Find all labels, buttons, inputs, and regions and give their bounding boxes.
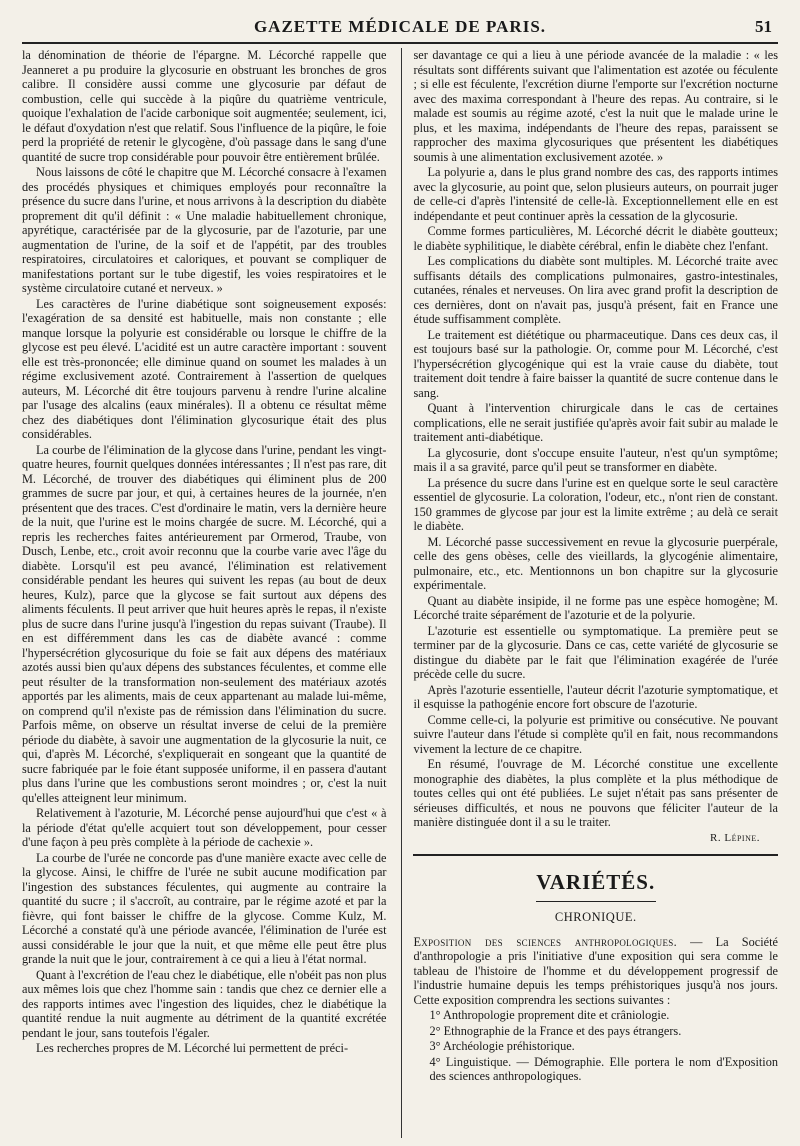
right-column [407, 48, 778, 1138]
paragraph: Relativement à l'azoturie, M. Lécorché pense aujourd'hui que c'est « à la période d'état qu'elle acquiert tout son développement, pour cesser d'une façon à peu près complète à la période de cachexie ». [22, 806, 387, 849]
subsection-title: CHRONIQUE. [554, 909, 637, 924]
paragraph: En résumé, l'ouvrage de M. Lécorché constitue une excellente monographie des diabètes, la plus complète et la plus méthodique de toutes celles qui ont été publiées. Le sujet n'était pas sans présenter de sérieuses difficultés, et nous ne pouvons que féliciter l'auteur de la manière distinguée dont il a su le traiter. [413, 757, 778, 829]
columns [22, 48, 778, 1138]
paragraph: L'azoturie est essentielle ou symptomatique. La première peut se terminer par de la glycosurie. Dans ce cas, cette variété de glycosurie se distingue du diabète par le fait que l'élimination exagérée de l'urée précède celle du sucre. [413, 623, 778, 681]
paragraph: Comme formes particulières, M. Lécorché décrit le diabète goutteux; le diabète syphilitique, le diabète cérébral, enfin le diabète chez l'enfant. [413, 224, 778, 253]
paragraph: la dénomination de théorie de l'épargne. M. Lécorché rappelle que Jeanneret a pu produire la glycosurie en obstruant les bronches de gros calibre. Il considère aussi comme une glycosurie par défaut de combustion, celle qui succède à la piqûre du quatrième ventricule, quoique l'exhalation de l'acide carbonique soit augmentée; seulement, ici, le défaut d'oxydation n'est que relatif. Sous l'influence de la piqûre, le foie perd la propriété de retenir le glycogène, d'où passage dans le sang d'une quantité de sucre trop considérable pour pouvoir être entièrement brûlée. [22, 48, 387, 164]
paragraph: La présence du sucre dans l'urine est en quelque sorte le seul caractère essentiel de glycosurie. La coloration, l'odeur, etc., n'ont rien de constant. 150 grammes de glycose par jour est la limite extrême ; au delà ce serait le diabète. [413, 475, 778, 533]
paragraph: Les caractères de l'urine diabétique sont soigneusement exposés: l'exagération de sa densité est habituelle, mais non constante ; elle manque lorsque la polyurie est considérable ou lorsque le chiffre de la glycose est peu élevé. L'acidité est un autre caractère important : souvent elle est très-prononcée; elle diminue quand on soumet les malades à un régime exclusivement azoté. Contrairement à l'assertion de quelques auteurs, M. Lécorché dit être toujours parvenu à rendre l'urine alcaline par l'usage des alcalins (eaux minérales). Il a obtenu ce résultat même chez des diabétiques dont l'élimination glycosurique était des plus considérables. [22, 296, 387, 441]
paragraph: La glycosurie, dont s'occupe ensuite l'auteur, n'est qu'un symptôme; mais il a sa gravité, parce qu'il peut se transformer en diabète. [413, 445, 778, 474]
paragraph: Quant à l'intervention chirurgicale dans le cas de certaines complications, elle ne serait justifiée qu'après avoir fait subir au malade le traitement anti-diabétique. [413, 401, 778, 444]
list-item: 4° Linguistique. — Démographie. Elle portera le nom d'Exposition des sciences anthropologiques. [429, 1054, 778, 1083]
author-signature: R. Lépine. [710, 831, 760, 844]
chronique-paragraph [413, 935, 778, 1008]
header-rule [22, 42, 778, 44]
paragraph: Comme celle-ci, la polyurie est primitive ou consécutive. Ne pouvant suivre l'auteur dans l'étude si complète qu'il en fait, nous recommandons vivement la lecture de ce chapitre. [413, 712, 778, 756]
page-number: 51 [755, 17, 772, 36]
paragraph: Quant à l'excrétion de l'eau chez le diabétique, elle n'obéit pas non plus aux mêmes lois que chez l'homme sain : tandis que chez ce dernier elle a des rapports intimes avec l'ingestion des liquides, chez le diabétique la quantité rendue la nuit augmente au détriment de la quantité excrétée pendant le jour, sans toutefois l'égaler. [22, 967, 387, 1040]
chronique-text: — La Société d'anthropologie a pris l'initiative d'une exposition qui sera comme le tableau de l'histoire de l'homme et du développement progressif de l'industrie humaine depuis les temps préhistoriques jusqu'à nos jours. Cette exposition comprendra les sections suivantes : [413, 934, 778, 1007]
section-separator [413, 854, 778, 856]
list-item: 1° Anthropologie proprement dite et crâniologie. [429, 1008, 670, 1022]
section-title: VARIÉTÉS. [536, 869, 656, 894]
paragraph: La courbe de l'urée ne concorde pas d'une manière exacte avec celle de la glycose. Ainsi, le chiffre de l'urée ne subit aucune modification par l'ingestion des substances féculentes, qui augmente au contraire la quantité du sucre ; il s'accroît, au contraire, par le régime azoté et par la fièvre, qui font baisser le chiffre de la glycose. Comme Kulz, M. Lécorché a constaté qu'à une période avancée, l'élimination de l'urée est aussi considérable le jour que la nuit, et que même elle peut être plus grande la nuit que le jour, contrairement à ce qui a lieu à l'état normal. [22, 850, 387, 966]
list-item: 2° Ethnographie de la France et des pays étrangers. [429, 1023, 682, 1038]
paragraph: Les complications du diabète sont multiples. M. Lécorché traite avec suffisants détails des complications pulmonaires, gastro-intestinales, cutanées, rénales et nerveuses. On lira avec grand profit la description de ces dernières, dont on n'avait pas, jusqu'à présent, fait en France une étude suffisamment complète. [413, 254, 778, 326]
chronique-lead: Exposition des sciences anthropologiques. [413, 934, 677, 949]
left-column [22, 48, 395, 1138]
paragraph: Nous laissons de côté le chapitre que M. Lécorché consacre à l'examen des procédés physiques et chimiques employés pour reconnaître la présence du sucre dans l'urine, et nous arrivons à la description du diabète proprement dit qu'il définit : « Une maladie habituellement chronique, apyrétique, caractérisée par de la glycosurie, par de l'azoturie, par une augmentation de l'urine, de la soif et de l'appétit, par des troubles respiratoires, circulatoires et caloriques, et pouvant se compliquer de manifestations portant sur le tube digestif, les voies respiratoires et le système circulatoire cutané et nerveux. » [22, 165, 387, 295]
paragraph: La courbe de l'élimination de la glycose dans l'urine, pendant les vingt-quatre heures, fournit quelques données intéressantes ; Il n'est pas rare, dit M. Lécorché, de trouver des diabétiques qui éliminent plus de 200 grammes de sucre par jour, et qui, à certaines heures de la journée, n'en présentent que des traces. C'est d'ordinaire le matin, vers la dernière heure de la nuit, que l'urine est le moins chargée de sucre. M. Lécorché, qui a repris les recherches faites antérieurement par Ormerod, Traube, von Dusch, Lenbe, etc., croit avoir reconnu que la courbe varie avec l'âge du diabète. Lorsqu'il est peu avancé, l'élimination est relativement considérable pendant les heures qui suivent les repas (au bout de deux heures, Kulz), parce que la glycose se fait surtout aux dépens des aliments féculents. Il peut arriver que huit heures après le repas, il n'existe plus de sucre dans l'urine jusqu'à l'ingestion du repas suivant (Traube). Il en est différemment dans les cas de diabète avancé : comme l'hypersécrétion glycosurique du foie se fait aux dépens des matériaux azotés aussi bien qu'aux dépens des substances féculentes, et comme elle peut résulter de la transformation non-seulement des matériaux azotés apportés par les aliments, mais de ceux appartenant au malade lui-même, on comprend qu'il n'existe pas de rémission dans l'élimination du sucre. Parfois même, on observe un résultat inverse de celui de la première période du diabète, à savoir une augmentation de la glycosurie la nuit, ce qui, d'après M. Lécorché, s'expliquerait en songeant que la quantité de sucre fabriquée par le foie étant supposée uniforme, il en passera d'autant plus dans l'urine que les combustions seront moindres ; or, c'est la nuit qu'elles atteignent leur minimum. [22, 442, 387, 805]
list-item: 3° Archéologie préhistorique. [429, 1039, 575, 1053]
section-title-rule [536, 901, 656, 902]
paragraph: Les recherches propres de M. Lécorché lui permettent de préci- [36, 1041, 349, 1055]
page-header [22, 14, 778, 40]
paragraph: Quant au diabète insipide, il ne forme pas une espèce homogène; M. Lécorché traite séparément de l'azoturie et de la polyurie. [413, 593, 778, 622]
paragraph: M. Lécorché passe successivement en revue la glycosurie puerpérale, celle des gens obèses, celle des vieillards, la glycogénie alimentaire, pulmonaire, etc., etc. Mentionnons un bon chapitre sur la glycosurie expérimentale. [413, 534, 778, 592]
paragraph: Le traitement est diététique ou pharmaceutique. Dans ces deux cas, il est toujours basé sur la pathologie. Or, comme pour M. Lécorché, c'est l'hypersécrétion glycogénique qui est la vraie cause du diabète, tout traitement doit tendre à faire baisser la quantité de sucre contenue dans le sang. [413, 327, 778, 400]
journal-title: GAZETTE MÉDICALE DE PARIS. [253, 17, 547, 36]
paragraph: Après l'azoturie essentielle, l'auteur décrit l'azoturie symptomatique, et il esquisse la pathogénie encore fort obscure de l'azoturie. [413, 682, 778, 711]
paragraph: La polyurie a, dans le plus grand nombre des cas, des rapports intimes avec la glycosurie, au point que, selon plusieurs auteurs, on pourrait juger de celle-ci d'après l'intensité de celle-là. Exceptionnellement elle en est indépendante et peut continuer après la cessation de la glycosurie. [413, 165, 778, 223]
paragraph: ser davantage ce qui a lieu à une période avancée de la maladie : « les résultats sont différents suivant que l'alimentation est azotée ou féculente ; si elle est féculente, l'excrétion diurne l'emporte sur l'excrétion nocturne avec des maxima correspondant à l'heure des repas. Au contraire, si le malade est soumis au régime azoté, c'est la nuit que le malade urine le plus, et les maxima, indépendants de l'heure des repas, paraissent se rapprocher des maxima glycosuriques que présentent les diabétiques soumis à une alimentation exclusivement azotée. » [413, 48, 778, 164]
column-divider [401, 48, 402, 1138]
